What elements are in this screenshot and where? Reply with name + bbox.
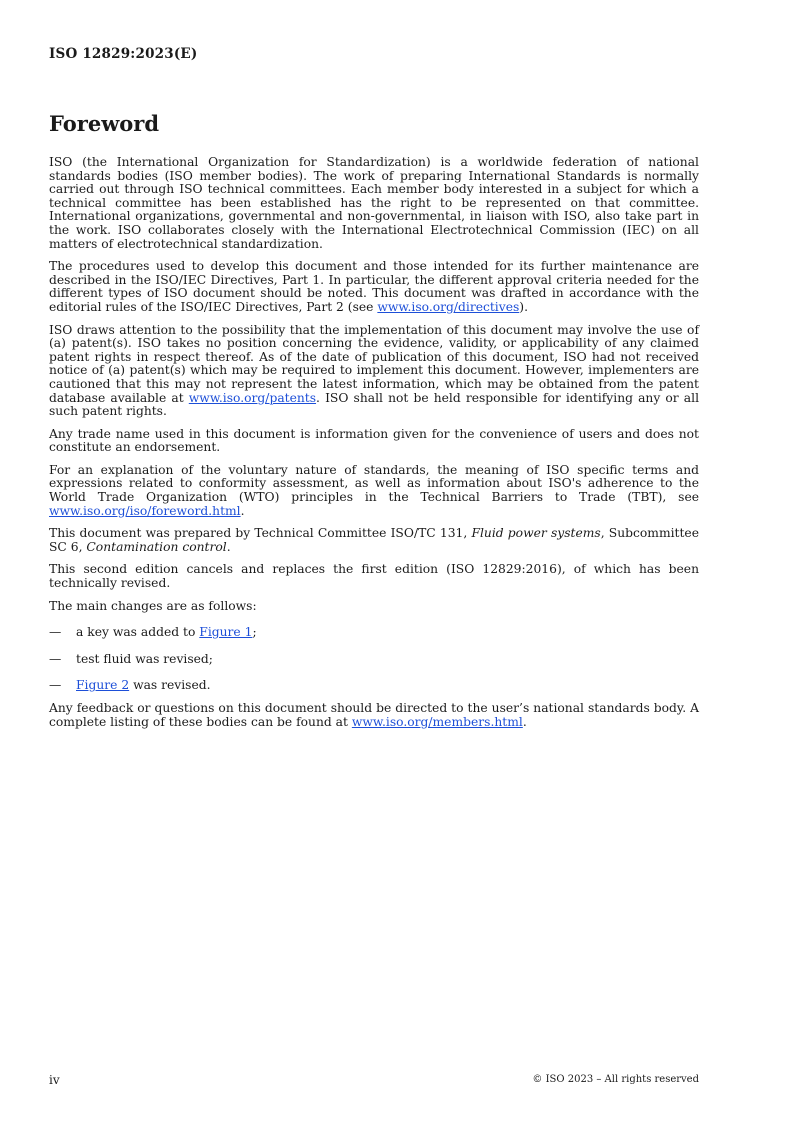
paragraph-trade-name: Any trade name used in this document is information given for the convenience of users and does not constitute an endorsement. [49, 426, 699, 455]
page-number: iv [49, 1073, 60, 1087]
paragraph-edition: This second edition cancels and replaces the first edition (ISO 12829:2016), of which has been technically revised. [49, 562, 699, 591]
paragraph-patents: ISO draws attention to the possibility that the implementation of this document may involve the use of (a) patent(s). ISO takes no position concerning the evidence, validity, or applicability of any claimed patent rights in respect thereof. As of the date of publication of this document, ISO had not received notice of (a) patent(s) which may be required to implement this document. However, implementers are cautioned that this may not represent the latest information, which may be obtained from the patent database available at www.iso.org/patents. ISO shall not be held responsible for identifying any or all such patent rights. [49, 322, 699, 419]
list-dash: — [49, 651, 62, 666]
members-link[interactable]: www.iso.org/members.html [351, 714, 523, 729]
page-title: Foreword [49, 111, 160, 136]
list-dash: — [49, 625, 62, 640]
paragraph-procedures: The procedures used to develop this document and those intended for its further maintenance are described in the ISO/IEC Directives, Part 1. In particular, the different approval criteria needed for the different types of ISO document should be noted. This document was drafted in accordance with the editorial rules of the ISO/IEC Directives, Part 2 (see www.iso.org/directives). [49, 259, 699, 314]
directives-link[interactable]: www.iso.org/directives [377, 299, 520, 314]
list-item: — a key was added to Figure 1; [49, 625, 257, 640]
list-item: — Figure 2 was revised. [49, 678, 211, 693]
paragraph-feedback: Any feedback or questions on this document should be directed to the user’s national standards body. A complete listing of these bodies can be found at www.iso.org/members.html. [49, 701, 699, 729]
foreword-body [49, 156, 699, 738]
figure-2-link[interactable]: Figure 2 [76, 678, 130, 693]
list-dash: — [49, 678, 62, 693]
figure-1-link[interactable]: Figure 1 [199, 625, 253, 640]
patents-link[interactable]: www.iso.org/patents [188, 390, 317, 405]
paragraph-voluntary-nature: For an explanation of the voluntary nature of standards, the meaning of ISO specific terms and expressions related to conformity assessment, as well as information about ISO's adherence to the World Trade Organization (WTO) principles in the Technical Barriers to Trade (TBT), see www.iso.org/iso/foreword.html. [49, 462, 699, 518]
list-item: — test fluid was revised; [49, 651, 213, 666]
document-id: ISO 12829:2023(E) [49, 46, 198, 62]
paragraph-committee: This document was prepared by Technical Committee ISO/TC 131, Fluid power systems, Subcommittee SC 6, Contamination control. [49, 526, 699, 554]
copyright-notice: © ISO 2023 – All rights reserved [532, 1074, 699, 1085]
paragraph-iso-intro: ISO (the International Organization for Standardization) is a worldwide federation of national standards bodies (ISO member bodies). The work of preparing International Standards is normally carried out through ISO technical committees. Each member body interested in a subject for which a technical committee has been established has the right to be represented on that committee. International organizations, governmental and non-governmental, in liaison with ISO, also take part in the work. ISO collaborates closely with the International Electrotechnical Commission (IEC) on all matters of electrotechnical standardization. [49, 155, 699, 251]
foreword-link[interactable]: www.iso.org/iso/foreword.html [49, 503, 241, 518]
paragraph-main-changes: The main changes are as follows: [49, 598, 257, 613]
